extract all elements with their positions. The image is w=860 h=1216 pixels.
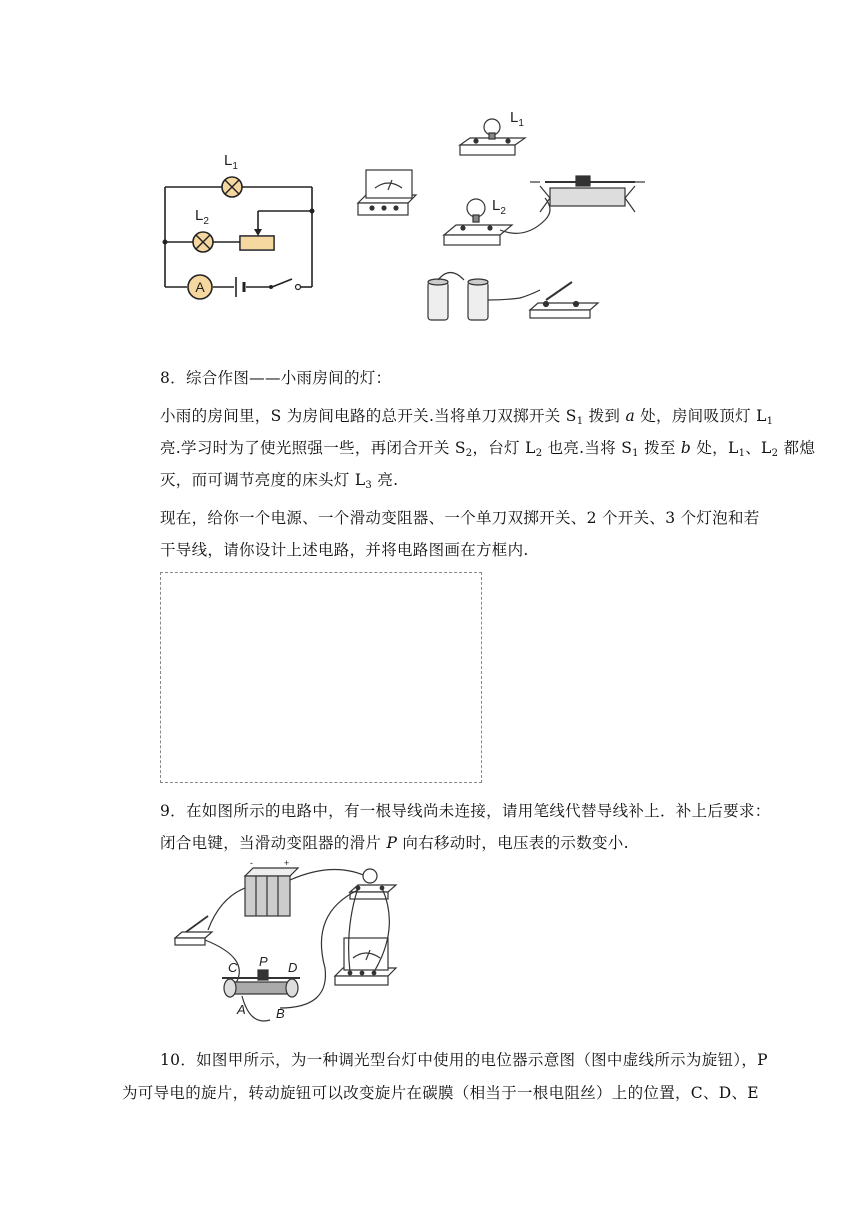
q8-answer-box[interactable] [160, 572, 482, 783]
svg-text:D: D [288, 960, 298, 975]
svg-text:A: A [237, 1002, 246, 1017]
q8-paragraph-line-2: 亮.学习时为了使光照强一些，再闭合开关 $S_2$，台灯 $L_2$ 也亮.当将 $S_1$ 拨至 b 处，$L_1$、$L_2$ 都熄 [160, 439, 816, 459]
svg-text:+: + [284, 858, 290, 868]
q9-circuit-figure [160, 858, 420, 1038]
lamp-L1-symbol [222, 177, 242, 197]
svg-text:L1: $L_1$ [510, 109, 524, 129]
svg-text:A: A [195, 279, 205, 295]
svg-text:-: - [250, 858, 253, 868]
q8-paragraph-line-1: 小雨的房间里，S 为房间电路的总开关.当将单刀双掷开关 $S_1$ 拨到 a 处，房间吸顶灯 $L_1$ [160, 407, 774, 427]
circuit-apparatus-figure [350, 100, 670, 330]
svg-text:L1: $L_1$ [224, 152, 238, 172]
lamp-L2-symbol [193, 232, 213, 252]
q10-paragraph-line-1: 10．如图甲所示，为一种调光型台灯中使用的电位器示意图（图中虚线所示为旋钮），P [160, 1051, 768, 1069]
q8-paragraph-line-3: 灭，而可调节亮度的床头灯 $L_3$ 亮. [160, 471, 399, 491]
svg-text:C: C [228, 960, 238, 975]
circuit-schematic-figure [150, 145, 330, 305]
svg-text:P: P [259, 954, 268, 969]
q8-paragraph-line-4: 现在，给你一个电源、一个滑动变阻器、一个单刀双掷开关、2 个开关、3 个灯泡和若 [160, 509, 760, 527]
q8-title: 8．综合作图——小雨房间的灯： [160, 369, 392, 387]
svg-text:B: B [276, 1006, 285, 1021]
q10-paragraph-line-2: 为可导电的旋片，转动旋钮可以改变旋片在碳膜（相当于一根电阻丝）上的位置，C、D、E [122, 1084, 759, 1102]
svg-text:L2: $L_2$ [195, 207, 209, 227]
q9-paragraph-line-1: 9．在如图所示的电路中，有一根导线尚未连接，请用笔线代替导线补上．补上后要求： [160, 802, 771, 820]
q9-paragraph-line-2: 闭合电键，当滑动变阻器的滑片 P 向右移动时，电压表的示数变小. [160, 834, 629, 852]
svg-text:L2: $L_2$ [492, 197, 506, 217]
q8-paragraph-line-5: 干导线，请你设计上述电路，并将电路图画在方框内. [160, 541, 529, 559]
